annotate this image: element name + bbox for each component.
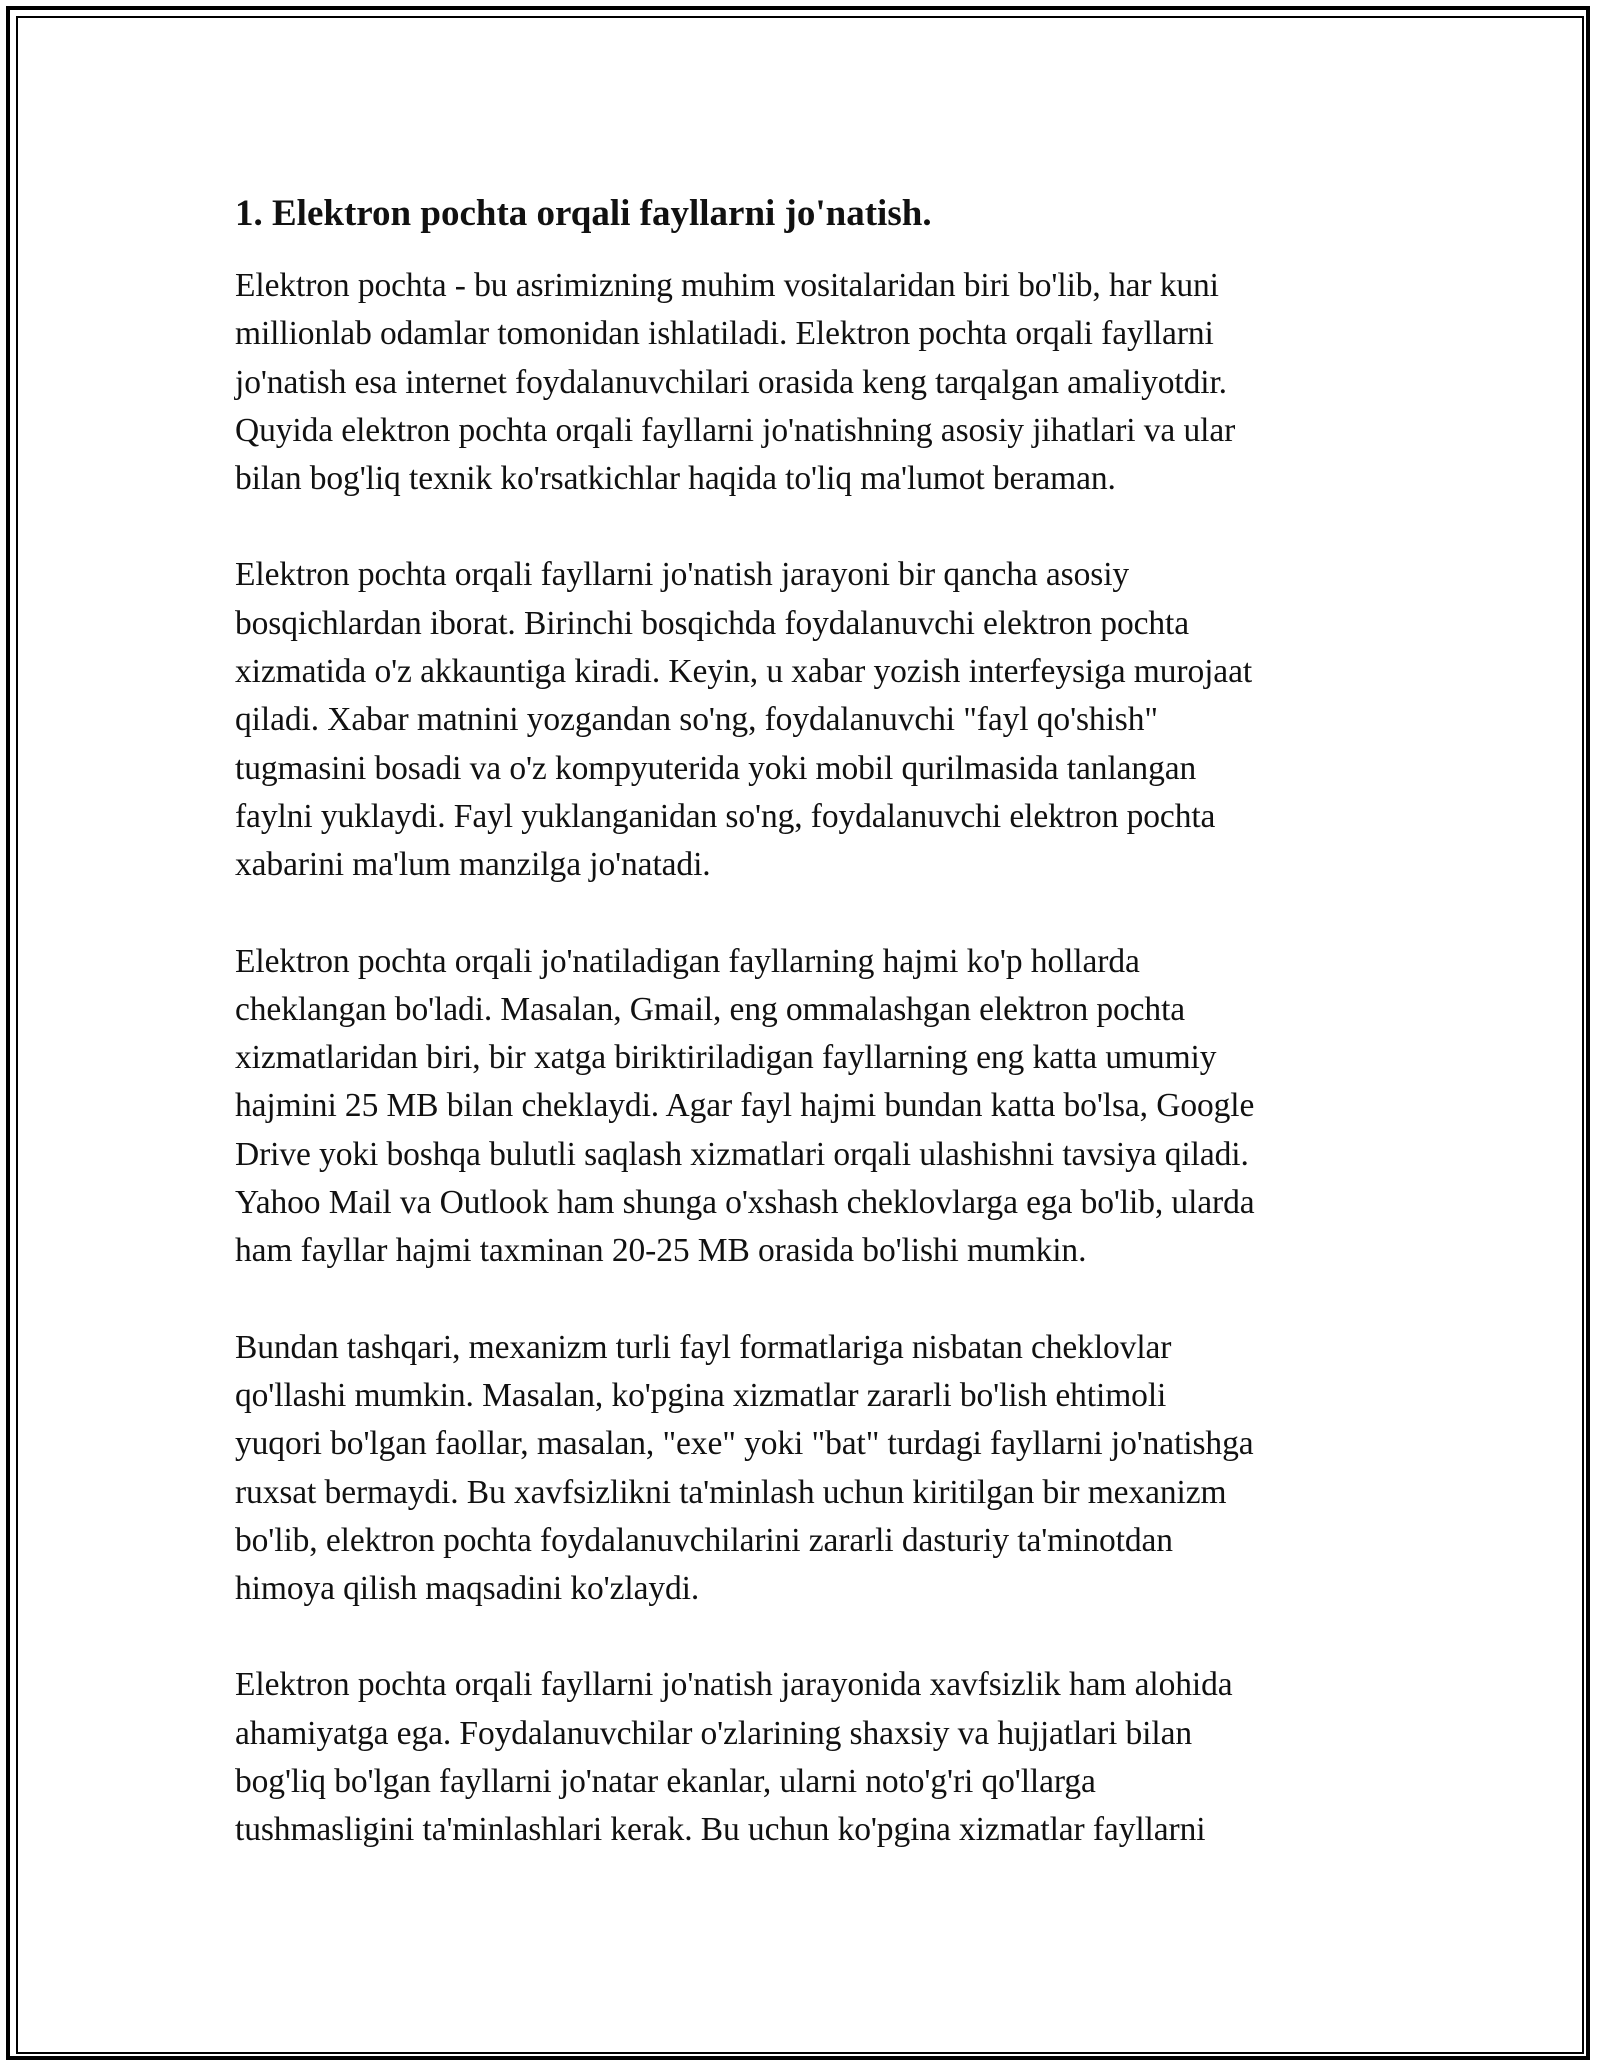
text-line: cheklangan bo'ladi. Masalan, Gmail, eng ommalashgan elektron pochta (235, 990, 1186, 1028)
text-line: bo'lib, elektron pochta foydalanuvchilarini zararli dasturiy ta'minotdan (235, 1521, 1173, 1559)
text-line: ahamiyatga ega. Foydalanuvchilar o'zlarining shaxsiy va hujjatlari bilan (235, 1714, 1193, 1752)
text-line: ham fayllar hajmi taxminan 20-25 MB orasida bo'lishi mumkin. (235, 1232, 1087, 1270)
paragraph-1 (235, 262, 1375, 503)
text-line: Quyida elektron pochta orqali fayllarni jo'natishning asosiy jihatlari va ular (235, 411, 1236, 449)
paragraph-2 (235, 551, 1375, 889)
text-line: Elektron pochta orqali fayllarni jo'natish jarayoni bir qancha asosiy (235, 556, 1130, 594)
text-line: himoya qilish maqsadini ko'zlaydi. (235, 1570, 700, 1608)
text-line: bosqichlardan iborat. Birinchi bosqichda foydalanuvchi elektron pochta (235, 604, 1189, 642)
section-heading: 1. Elektron pochta orqali fayllarni jo'natish. (235, 193, 932, 234)
text-line: yuqori bo'lgan faollar, masalan, "exe" yoki "bat" turdagi fayllarni jo'natishga (235, 1425, 1254, 1463)
text-line: xizmatlaridan biri, bir xatga biriktiriladigan fayllarning eng katta umumiy (235, 1039, 1217, 1077)
text-line: xabarini ma'lum manzilga jo'natadi. (235, 846, 711, 884)
text-line: Elektron pochta orqali fayllarni jo'natish jarayonida xavfsizlik ham alohida (235, 1666, 1233, 1704)
text-line: tushmasligini ta'minlashlari kerak. Bu uchun ko'pgina xizmatlar fayllarni (235, 1811, 1206, 1849)
text-line: xizmatida o'z akkauntiga kiradi. Keyin, u xabar yozish interfeysiga murojaat (235, 653, 1253, 691)
text-line: Elektron pochta orqali jo'natiladigan fayllarning hajmi ko'p hollarda (235, 942, 1140, 980)
text-line: hajmini 25 MB bilan cheklaydi. Agar fayl hajmi bundan katta bo'lsa, Google (235, 1087, 1255, 1125)
text-line: ruxsat bermaydi. Bu xavfsizlikni ta'minlash uchun kiritilgan bir mexanizm (235, 1473, 1227, 1511)
text-line: bog'liq bo'lgan fayllarni jo'natar ekanlar, ularni noto'g'ri qo'llarga (235, 1763, 1096, 1801)
text-line: jo'natish esa internet foydalanuvchilari orasida keng tarqalgan amaliyotdir. (235, 363, 1227, 401)
text-line: Bundan tashqari, mexanizm turli fayl formatlariga nisbatan cheklovlar (235, 1328, 1172, 1366)
text-line: Drive yoki boshqa bulutli saqlash xizmatlari orqali ulashishni tavsiya qiladi. (235, 1135, 1249, 1173)
paragraph-4 (235, 1324, 1375, 1614)
document-body (235, 190, 1375, 1903)
paragraph-5 (235, 1661, 1375, 1854)
text-line: millionlab odamlar tomonidan ishlatiladi. Elektron pochta orqali fayllarni (235, 315, 1214, 353)
text-line: tugmasini bosadi va o'z kompyuterida yoki mobil qurilmasida tanlangan (235, 749, 1197, 787)
paragraph-3 (235, 938, 1375, 1276)
text-line: Elektron pochta - bu asrimizning muhim vositalaridan biri bo'lib, har kuni (235, 267, 1219, 304)
text-line: Yahoo Mail va Outlook ham shunga o'xshash cheklovlarga ega bo'lib, ularda (235, 1184, 1255, 1222)
text-line: qo'llashi mumkin. Masalan, ko'pgina xizmatlar zararli bo'lish ehtimoli (235, 1376, 1167, 1414)
text-line: faylni yuklaydi. Fayl yuklanganidan so'ng, foydalanuvchi elektron pochta (235, 797, 1216, 835)
text-line: qiladi. Xabar matnini yozgandan so'ng, foydalanuvchi "fayl qo'shish" (235, 701, 1158, 739)
text-line: bilan bog'liq texnik ko'rsatkichlar haqida to'liq ma'lumot beraman. (235, 460, 1116, 498)
